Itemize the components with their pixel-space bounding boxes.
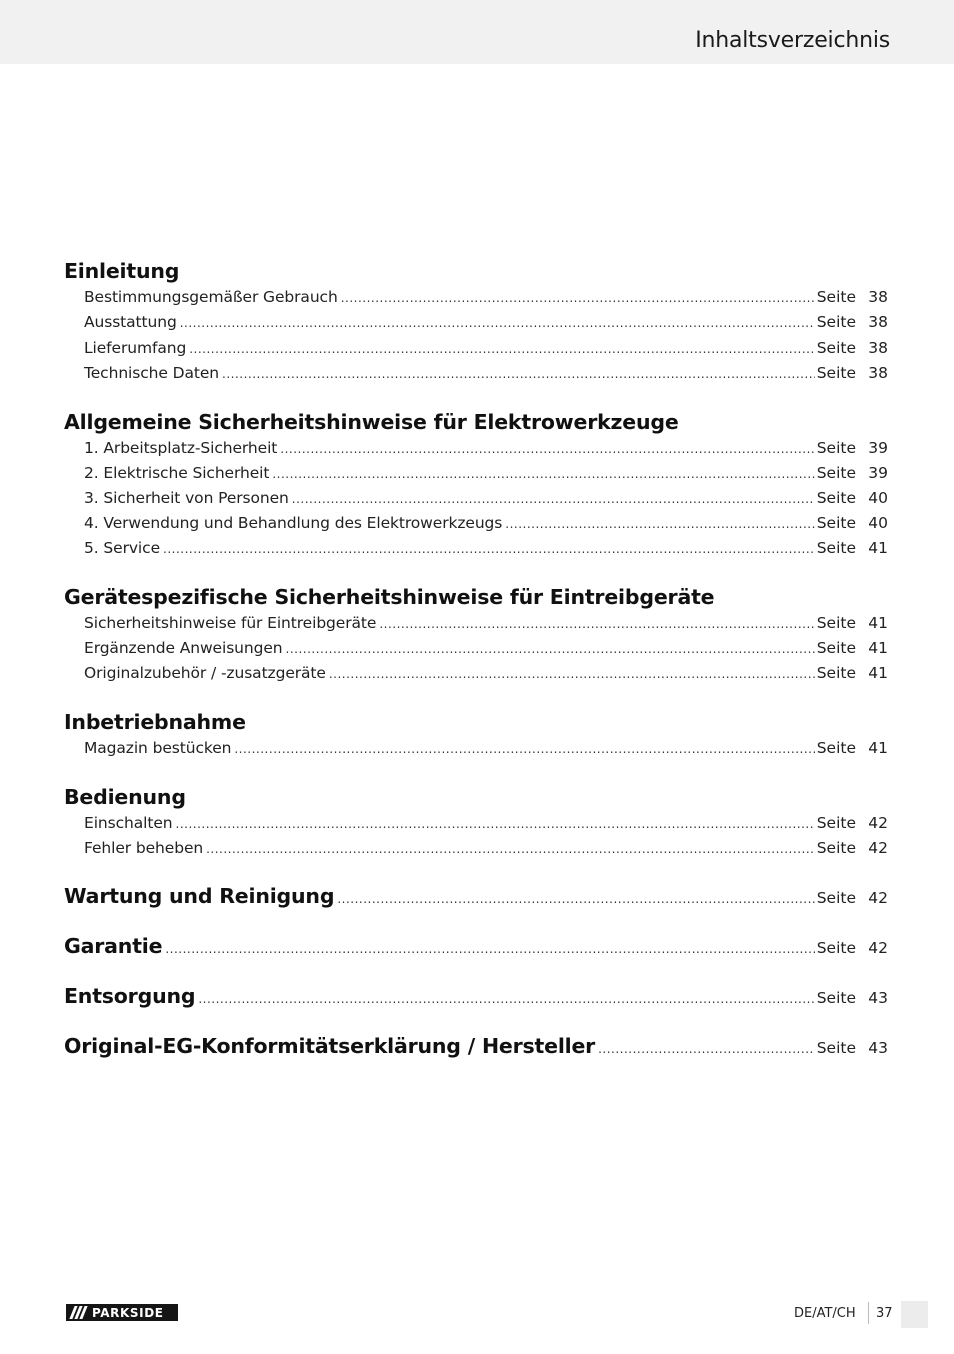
toc-heading-entry[interactable] [64, 934, 888, 962]
toc-entry-title: 5. Service [84, 539, 161, 557]
dot-leader [280, 442, 814, 456]
toc-entry-title: Ergänzende Anweisungen [84, 639, 283, 657]
toc-entry[interactable] [84, 464, 888, 486]
toc-page-number: 38 [868, 364, 888, 382]
dot-leader [379, 617, 814, 631]
toc-section-heading: Bedienung [64, 785, 186, 809]
toc-page-label: Seite [816, 839, 856, 857]
toc-page-label: Seite [816, 464, 856, 482]
dot-leader [337, 892, 814, 906]
dot-leader [222, 367, 815, 381]
toc-page-label: Seite [816, 339, 856, 357]
dot-leader [272, 467, 814, 481]
toc-heading-entry[interactable] [64, 984, 888, 1012]
footer-page-number: 37 [876, 1306, 893, 1321]
toc-page-label: Seite [816, 313, 856, 331]
toc-entry-title: Lieferumfang [84, 339, 187, 357]
toc-heading-entry[interactable] [64, 1034, 888, 1062]
toc-entry[interactable] [84, 364, 888, 386]
toc-section-heading: Gerätespezifische Sicherheitshinweise für Eintreibgeräte [64, 585, 715, 609]
toc-heading-title: Wartung und Reinigung [64, 884, 335, 908]
toc-entry-title: Ausstattung [84, 313, 177, 331]
dot-leader [598, 1042, 815, 1056]
header-band [0, 0, 954, 64]
toc-entry-title: 3. Sicherheit von Personen [84, 489, 289, 507]
toc-page-label: Seite [816, 364, 856, 382]
toc-page-label: Seite [816, 664, 856, 682]
footer-divider [868, 1302, 869, 1324]
toc-section-heading: Allgemeine Sicherheitshinweise für Elektrowerkzeuge [64, 410, 679, 434]
dot-leader [329, 667, 815, 681]
toc-page-label: Seite [816, 1039, 856, 1057]
toc-page-number: 41 [868, 539, 888, 557]
toc-entry[interactable] [84, 514, 888, 536]
toc-page-label: Seite [816, 489, 856, 507]
toc-heading-title: Original-EG-Konformitätserklärung / Hersteller [64, 1034, 596, 1058]
toc-entry[interactable] [84, 664, 888, 686]
toc-page-label: Seite [816, 989, 856, 1007]
toc-entry[interactable] [84, 288, 888, 310]
toc-entry-title: Magazin bestücken [84, 739, 232, 757]
toc-page-label: Seite [816, 889, 856, 907]
brand-logo [66, 1304, 178, 1321]
footer-locale: DE/AT/CH [794, 1306, 856, 1321]
toc-page-label: Seite [816, 814, 856, 832]
toc-page-label: Seite [816, 439, 856, 457]
dot-leader [341, 291, 815, 305]
brand-name: PARKSIDE [92, 1305, 164, 1320]
footer-tab-marker [901, 1301, 928, 1328]
toc-page-number: 38 [868, 288, 888, 306]
toc-page-label: Seite [816, 739, 856, 757]
toc-entry[interactable] [84, 539, 888, 561]
toc-heading-title: Entsorgung [64, 984, 196, 1008]
toc-entry[interactable] [84, 814, 888, 836]
toc-heading-title: Garantie [64, 934, 163, 958]
toc-page-number: 42 [868, 839, 888, 857]
toc-entry[interactable] [84, 614, 888, 636]
toc-entry-title: Fehler beheben [84, 839, 204, 857]
toc-page-number: 38 [868, 313, 888, 331]
dot-leader [234, 742, 814, 756]
dot-leader [206, 842, 815, 856]
toc-page-label: Seite [816, 939, 856, 957]
toc-entry[interactable] [84, 489, 888, 511]
toc-page-label: Seite [816, 539, 856, 557]
toc-page-number: 41 [868, 614, 888, 632]
toc-page-label: Seite [816, 614, 856, 632]
dot-leader [163, 542, 815, 556]
toc-page-number: 42 [868, 889, 888, 907]
toc-section-heading: Einleitung [64, 259, 180, 283]
toc-entry[interactable] [84, 639, 888, 661]
toc-page-number: 40 [868, 489, 888, 507]
toc-page-label: Seite [816, 639, 856, 657]
dot-leader [292, 492, 815, 506]
toc-entry-title: Bestimmungsgemäßer Gebrauch [84, 288, 338, 306]
toc-page-label: Seite [816, 288, 856, 306]
dot-leader [165, 942, 814, 956]
toc-page-number: 43 [868, 989, 888, 1007]
toc-section-heading: Inbetriebnahme [64, 710, 246, 734]
toc-page-number: 42 [868, 939, 888, 957]
toc-entry-title: Originalzubehör / -zusatzgeräte [84, 664, 326, 682]
dot-leader [286, 642, 815, 656]
toc-entry[interactable] [84, 839, 888, 861]
page-title: Inhaltsverzeichnis [695, 28, 890, 53]
toc-entry-title: 2. Elektrische Sicherheit [84, 464, 270, 482]
toc-entry[interactable] [84, 439, 888, 461]
toc-page-label: Seite [816, 514, 856, 532]
toc-entry-title: Technische Daten [84, 364, 220, 382]
toc-entry[interactable] [84, 739, 888, 761]
dot-leader [198, 992, 814, 1006]
toc-page-number: 43 [868, 1039, 888, 1057]
toc-page-number: 41 [868, 664, 888, 682]
toc-entry[interactable] [84, 339, 888, 361]
toc-entry-title: 1. Arbeitsplatz-Sicherheit [84, 439, 278, 457]
toc-page-number: 39 [868, 439, 888, 457]
toc-page-number: 40 [868, 514, 888, 532]
toc-heading-entry[interactable] [64, 884, 888, 912]
toc-entry-title: 4. Verwendung und Behandlung des Elektrowerkzeugs [84, 514, 503, 532]
toc-entry-title: Sicherheitshinweise für Eintreibgeräte [84, 614, 377, 632]
dot-leader [176, 817, 815, 831]
dot-leader [180, 316, 815, 330]
toc-entry-title: Einschalten [84, 814, 173, 832]
dot-leader [505, 517, 814, 531]
toc-page-number: 41 [868, 639, 888, 657]
toc-page-number: 41 [868, 739, 888, 757]
toc-page-number: 38 [868, 339, 888, 357]
toc-page-number: 42 [868, 814, 888, 832]
toc-page-number: 39 [868, 464, 888, 482]
dot-leader [189, 342, 815, 356]
toc-entry[interactable] [84, 313, 888, 335]
logo-slashes-icon [66, 1304, 92, 1321]
